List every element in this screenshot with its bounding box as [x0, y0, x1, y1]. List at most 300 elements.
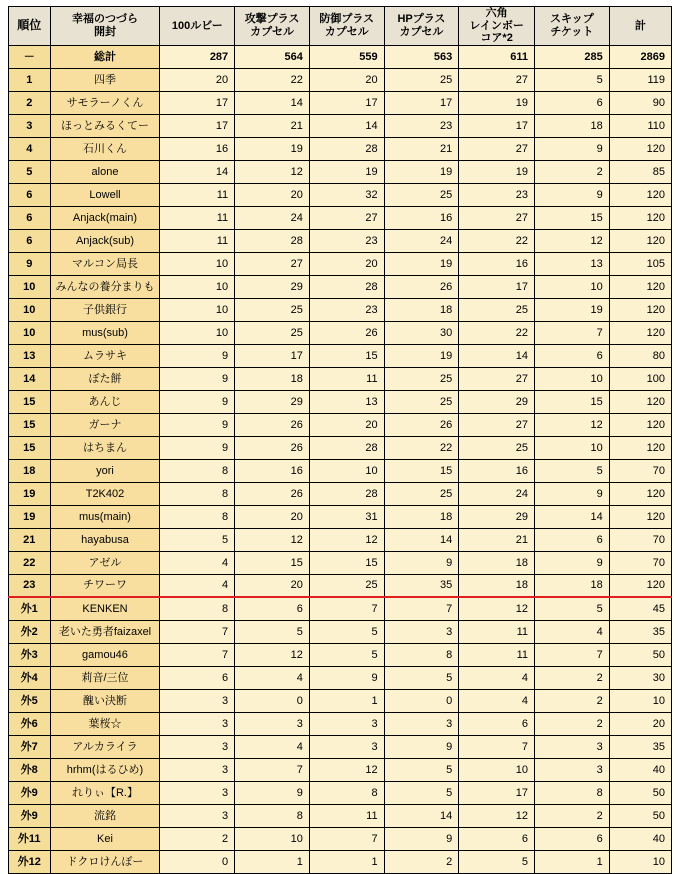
row-value-1: 25: [235, 298, 310, 321]
row-value-3: 9: [384, 827, 459, 850]
column-header-line2: チケット: [550, 25, 594, 38]
row-total: 105: [609, 252, 671, 275]
row-value-2: 5: [309, 643, 384, 666]
column-header-line1: 幸福のつづら: [71, 13, 138, 26]
column-header-line2: カプセル: [250, 25, 294, 38]
column-header-line1: 順位: [17, 18, 42, 33]
row-value-1: 18: [235, 367, 310, 390]
row-value-4: 19: [459, 160, 535, 183]
row-value-2: 28: [309, 275, 384, 298]
row-total: 120: [609, 436, 671, 459]
row-value-1: 12: [235, 160, 310, 183]
row-value-0: 14: [160, 160, 235, 183]
row-total: 30: [609, 666, 671, 689]
row-value-3: 35: [384, 574, 459, 597]
row-value-3: 5: [384, 781, 459, 804]
row-value-0: 2: [160, 827, 235, 850]
row-total: 120: [609, 206, 671, 229]
row-value-2: 1: [309, 850, 384, 873]
row-value-5: 3: [535, 758, 610, 781]
row-rank: 10: [9, 275, 51, 298]
row-value-4: 24: [459, 482, 535, 505]
row-value-4: 29: [459, 505, 535, 528]
row-value-0: 11: [160, 229, 235, 252]
row-value-3: 18: [384, 505, 459, 528]
row-value-1: 4: [235, 666, 310, 689]
row-value-4: 27: [459, 206, 535, 229]
row-value-3: 15: [384, 459, 459, 482]
row-player-name: Anjack(main): [50, 206, 160, 229]
row-value-0: 10: [160, 275, 235, 298]
column-header-line1: 攻撃プラス: [244, 13, 300, 26]
row-player-name: Kei: [50, 827, 160, 850]
row-player-name: ガーナ: [50, 413, 160, 436]
row-value-2: 23: [309, 229, 384, 252]
row-value-5: 10: [535, 367, 610, 390]
row-value-1: 0: [235, 689, 310, 712]
row-rank: 21: [9, 528, 51, 551]
row-value-5: 15: [535, 206, 610, 229]
row-value-3: 26: [384, 275, 459, 298]
row-value-3: 24: [384, 229, 459, 252]
row-value-3: 14: [384, 804, 459, 827]
row-rank: 18: [9, 459, 51, 482]
row-value-4: 16: [459, 459, 535, 482]
row-value-2: 9: [309, 666, 384, 689]
row-total: 50: [609, 804, 671, 827]
row-value-0: 17: [160, 114, 235, 137]
row-player-name: Anjack(sub): [50, 229, 160, 252]
row-rank: 14: [9, 367, 51, 390]
row-value-0: 0: [160, 850, 235, 873]
row-value-2: 1: [309, 689, 384, 712]
row-value-1: 1: [235, 850, 310, 873]
row-value-4: 21: [459, 528, 535, 551]
row-value-4: 17: [459, 781, 535, 804]
row-value-0: 6: [160, 666, 235, 689]
row-value-4: 6: [459, 712, 535, 735]
row-value-1: 21: [235, 114, 310, 137]
column-header-line2: カプセル: [399, 25, 444, 38]
row-value-3: 7: [384, 597, 459, 620]
row-rank: 外7: [9, 735, 51, 758]
row-value-1: 29: [235, 390, 310, 413]
row-player-name: mus(main): [50, 505, 160, 528]
row-value-3: 9: [384, 735, 459, 758]
row-value-0: 7: [160, 620, 235, 643]
row-value-1: 26: [235, 413, 310, 436]
row-value-5: 2: [535, 666, 610, 689]
row-value-3: 0: [384, 689, 459, 712]
row-rank: 外12: [9, 850, 51, 873]
row-value-0: 16: [160, 137, 235, 160]
table-row: [9, 666, 672, 689]
row-player-name: はちまん: [50, 436, 160, 459]
row-rank: 外1: [9, 597, 51, 620]
table-row: [9, 827, 672, 850]
row-value-0: 9: [160, 344, 235, 367]
row-rank: 10: [9, 321, 51, 344]
row-value-1: 17: [235, 344, 310, 367]
row-value-0: 4: [160, 574, 235, 597]
row-total: 70: [609, 528, 671, 551]
row-value-2: 14: [309, 114, 384, 137]
row-total: 120: [609, 413, 671, 436]
row-value-5: 6: [535, 344, 610, 367]
row-player-name: ぼた餅: [50, 367, 160, 390]
row-total: 120: [609, 574, 671, 597]
row-player-name: 葉桜☆: [50, 712, 160, 735]
table-row: [9, 68, 672, 91]
row-value-0: 3: [160, 712, 235, 735]
total-row-value-5: 285: [535, 45, 610, 68]
row-value-2: 20: [309, 413, 384, 436]
table-row: [9, 91, 672, 114]
row-value-4: 19: [459, 91, 535, 114]
row-total: 120: [609, 482, 671, 505]
table-row: [9, 689, 672, 712]
row-rank: 外3: [9, 643, 51, 666]
row-value-4: 25: [459, 436, 535, 459]
row-value-5: 7: [535, 643, 610, 666]
row-total: 120: [609, 137, 671, 160]
row-value-4: 5: [459, 850, 535, 873]
row-value-1: 6: [235, 597, 310, 620]
table-body: [9, 45, 672, 873]
row-value-2: 17: [309, 91, 384, 114]
row-value-1: 8: [235, 804, 310, 827]
column-header-6: [459, 7, 535, 46]
ranking-table: [8, 6, 672, 874]
row-value-1: 15: [235, 551, 310, 574]
table-row: [9, 712, 672, 735]
row-value-4: 25: [459, 298, 535, 321]
row-value-5: 4: [535, 620, 610, 643]
column-header-line1: 六角: [485, 7, 508, 19]
row-value-2: 28: [309, 482, 384, 505]
table-row: [9, 160, 672, 183]
row-rank: 3: [9, 114, 51, 137]
row-rank: 6: [9, 229, 51, 252]
row-value-4: 27: [459, 137, 535, 160]
row-value-2: 5: [309, 620, 384, 643]
row-value-3: 5: [384, 666, 459, 689]
row-value-2: 12: [309, 528, 384, 551]
row-value-1: 27: [235, 252, 310, 275]
row-value-4: 14: [459, 344, 535, 367]
row-value-2: 28: [309, 436, 384, 459]
row-value-1: 20: [235, 505, 310, 528]
table-row: [9, 183, 672, 206]
row-value-3: 3: [384, 712, 459, 735]
column-header-line1: 計: [634, 19, 646, 32]
table-row: [9, 413, 672, 436]
row-value-2: 27: [309, 206, 384, 229]
row-value-2: 3: [309, 712, 384, 735]
table-row: [9, 735, 672, 758]
row-value-3: 19: [384, 344, 459, 367]
row-value-4: 23: [459, 183, 535, 206]
row-total: 50: [609, 781, 671, 804]
row-value-3: 2: [384, 850, 459, 873]
row-value-5: 6: [535, 91, 610, 114]
row-value-5: 2: [535, 804, 610, 827]
row-value-1: 14: [235, 91, 310, 114]
row-value-2: 11: [309, 804, 384, 827]
table-row: [9, 206, 672, 229]
row-value-5: 1: [535, 850, 610, 873]
row-rank: 5: [9, 160, 51, 183]
row-player-name: Lowell: [50, 183, 160, 206]
column-header-line1: HPプラス: [397, 13, 446, 26]
row-value-5: 13: [535, 252, 610, 275]
row-value-0: 8: [160, 505, 235, 528]
column-header-line2: カプセル: [324, 25, 369, 38]
row-total: 20: [609, 712, 671, 735]
column-header-4: [309, 7, 384, 46]
row-value-3: 18: [384, 298, 459, 321]
row-value-5: 9: [535, 482, 610, 505]
table-header: [9, 7, 672, 46]
row-player-name: 四季: [50, 68, 160, 91]
row-rank: 19: [9, 505, 51, 528]
row-player-name: あんじ: [50, 390, 160, 413]
row-value-5: 10: [535, 275, 610, 298]
row-value-3: 25: [384, 183, 459, 206]
table-row: [9, 781, 672, 804]
row-value-3: 22: [384, 436, 459, 459]
table-row: [9, 804, 672, 827]
row-value-3: 17: [384, 91, 459, 114]
row-rank: 4: [9, 137, 51, 160]
row-value-0: 10: [160, 321, 235, 344]
row-total: 70: [609, 551, 671, 574]
row-value-2: 31: [309, 505, 384, 528]
row-value-2: 32: [309, 183, 384, 206]
row-value-2: 20: [309, 68, 384, 91]
column-header-0: [9, 7, 51, 46]
row-total: 120: [609, 321, 671, 344]
row-value-0: 9: [160, 390, 235, 413]
total-row-value-3: 563: [384, 45, 459, 68]
row-value-0: 9: [160, 436, 235, 459]
total-row-label: 総計: [50, 45, 160, 68]
row-total: 120: [609, 390, 671, 413]
row-value-4: 6: [459, 827, 535, 850]
row-value-2: 13: [309, 390, 384, 413]
row-value-2: 26: [309, 321, 384, 344]
row-player-name: gamou46: [50, 643, 160, 666]
row-player-name: マルコン局長: [50, 252, 160, 275]
row-value-1: 20: [235, 574, 310, 597]
row-player-name: KENKEN: [50, 597, 160, 620]
column-header-line3: コア*2: [480, 32, 513, 45]
row-value-4: 10: [459, 758, 535, 781]
column-header-5: [384, 7, 459, 46]
row-value-0: 9: [160, 413, 235, 436]
row-total: 85: [609, 160, 671, 183]
row-rank: 6: [9, 206, 51, 229]
row-value-0: 3: [160, 735, 235, 758]
row-value-0: 20: [160, 68, 235, 91]
row-total: 35: [609, 620, 671, 643]
table-row: [9, 850, 672, 873]
row-value-1: 5: [235, 620, 310, 643]
row-total: 10: [609, 689, 671, 712]
row-value-3: 16: [384, 206, 459, 229]
row-value-3: 8: [384, 643, 459, 666]
row-value-3: 25: [384, 68, 459, 91]
table-row: [9, 459, 672, 482]
table-row: [9, 482, 672, 505]
total-row-value-0: 287: [160, 45, 235, 68]
row-value-5: 12: [535, 413, 610, 436]
row-player-name: hrhm(はるひめ): [50, 758, 160, 781]
row-rank: 23: [9, 574, 51, 597]
row-value-2: 23: [309, 298, 384, 321]
row-value-2: 8: [309, 781, 384, 804]
row-value-3: 25: [384, 367, 459, 390]
row-value-0: 8: [160, 459, 235, 482]
row-player-name: ドクロけんぽー: [50, 850, 160, 873]
row-value-0: 11: [160, 206, 235, 229]
row-value-0: 3: [160, 758, 235, 781]
table-row: [9, 551, 672, 574]
row-value-4: 27: [459, 367, 535, 390]
row-rank: 外9: [9, 781, 51, 804]
row-value-5: 5: [535, 459, 610, 482]
row-rank: 19: [9, 482, 51, 505]
row-value-5: 6: [535, 827, 610, 850]
row-value-3: 30: [384, 321, 459, 344]
row-total: 40: [609, 758, 671, 781]
row-value-4: 11: [459, 620, 535, 643]
row-value-2: 15: [309, 551, 384, 574]
row-player-name: ムラサキ: [50, 344, 160, 367]
row-value-4: 17: [459, 114, 535, 137]
table-row: [9, 275, 672, 298]
total-row-value-2: 559: [309, 45, 384, 68]
row-value-5: 18: [535, 114, 610, 137]
row-rank: 15: [9, 436, 51, 459]
row-player-name: T2K402: [50, 482, 160, 505]
row-total: 70: [609, 459, 671, 482]
row-value-1: 7: [235, 758, 310, 781]
row-rank: 2: [9, 91, 51, 114]
row-total: 90: [609, 91, 671, 114]
row-value-5: 15: [535, 390, 610, 413]
row-value-1: 4: [235, 735, 310, 758]
column-header-line1: 防御プラス: [319, 13, 375, 26]
row-value-5: 14: [535, 505, 610, 528]
row-value-5: 5: [535, 68, 610, 91]
row-value-2: 25: [309, 574, 384, 597]
row-total: 120: [609, 183, 671, 206]
row-value-4: 12: [459, 804, 535, 827]
row-rank: 外11: [9, 827, 51, 850]
row-player-name: 老いた勇者faizaxel: [50, 620, 160, 643]
row-value-1: 22: [235, 68, 310, 91]
row-player-name: yori: [50, 459, 160, 482]
row-value-3: 5: [384, 758, 459, 781]
row-value-0: 3: [160, 689, 235, 712]
row-value-5: 2: [535, 689, 610, 712]
row-value-4: 29: [459, 390, 535, 413]
row-player-name: チワーワ: [50, 574, 160, 597]
table-row: [9, 620, 672, 643]
row-total: 35: [609, 735, 671, 758]
row-value-4: 18: [459, 574, 535, 597]
column-header-1: [50, 7, 160, 46]
row-total: 120: [609, 505, 671, 528]
row-rank: 15: [9, 390, 51, 413]
total-row-value-4: 611: [459, 45, 535, 68]
row-value-5: 3: [535, 735, 610, 758]
row-value-5: 2: [535, 160, 610, 183]
row-rank: 外8: [9, 758, 51, 781]
row-player-name: alone: [50, 160, 160, 183]
row-value-1: 26: [235, 482, 310, 505]
row-value-0: 17: [160, 91, 235, 114]
row-value-4: 17: [459, 275, 535, 298]
row-value-4: 16: [459, 252, 535, 275]
row-value-4: 7: [459, 735, 535, 758]
row-total: 50: [609, 643, 671, 666]
row-total: 120: [609, 229, 671, 252]
row-value-4: 18: [459, 551, 535, 574]
table-row: [9, 597, 672, 620]
row-total: 110: [609, 114, 671, 137]
row-value-2: 7: [309, 827, 384, 850]
row-total: 100: [609, 367, 671, 390]
row-total: 40: [609, 827, 671, 850]
row-total: 120: [609, 298, 671, 321]
table-row: [9, 390, 672, 413]
table-row: [9, 436, 672, 459]
row-player-name: 石川くん: [50, 137, 160, 160]
row-value-4: 27: [459, 68, 535, 91]
row-value-1: 12: [235, 643, 310, 666]
row-player-name: 流銘: [50, 804, 160, 827]
row-value-5: 9: [535, 551, 610, 574]
row-value-3: 14: [384, 528, 459, 551]
row-rank: 外4: [9, 666, 51, 689]
column-header-line1: 100ルビー: [171, 19, 223, 32]
row-value-1: 3: [235, 712, 310, 735]
row-value-5: 10: [535, 436, 610, 459]
row-value-1: 19: [235, 137, 310, 160]
row-rank: 1: [9, 68, 51, 91]
row-value-2: 7: [309, 597, 384, 620]
column-header-line1: スキップ: [549, 13, 594, 26]
row-value-3: 25: [384, 390, 459, 413]
row-value-5: 8: [535, 781, 610, 804]
row-player-name: 莉音/三位: [50, 666, 160, 689]
row-value-1: 9: [235, 781, 310, 804]
table-row: [9, 321, 672, 344]
row-rank: 10: [9, 298, 51, 321]
total-row: [9, 45, 672, 68]
row-value-5: 7: [535, 321, 610, 344]
row-player-name: hayabusa: [50, 528, 160, 551]
total-row-sum: 2869: [609, 45, 671, 68]
row-value-1: 20: [235, 183, 310, 206]
row-rank: 6: [9, 183, 51, 206]
row-player-name: mus(sub): [50, 321, 160, 344]
row-total: 45: [609, 597, 671, 620]
row-rank: 13: [9, 344, 51, 367]
row-value-0: 10: [160, 252, 235, 275]
